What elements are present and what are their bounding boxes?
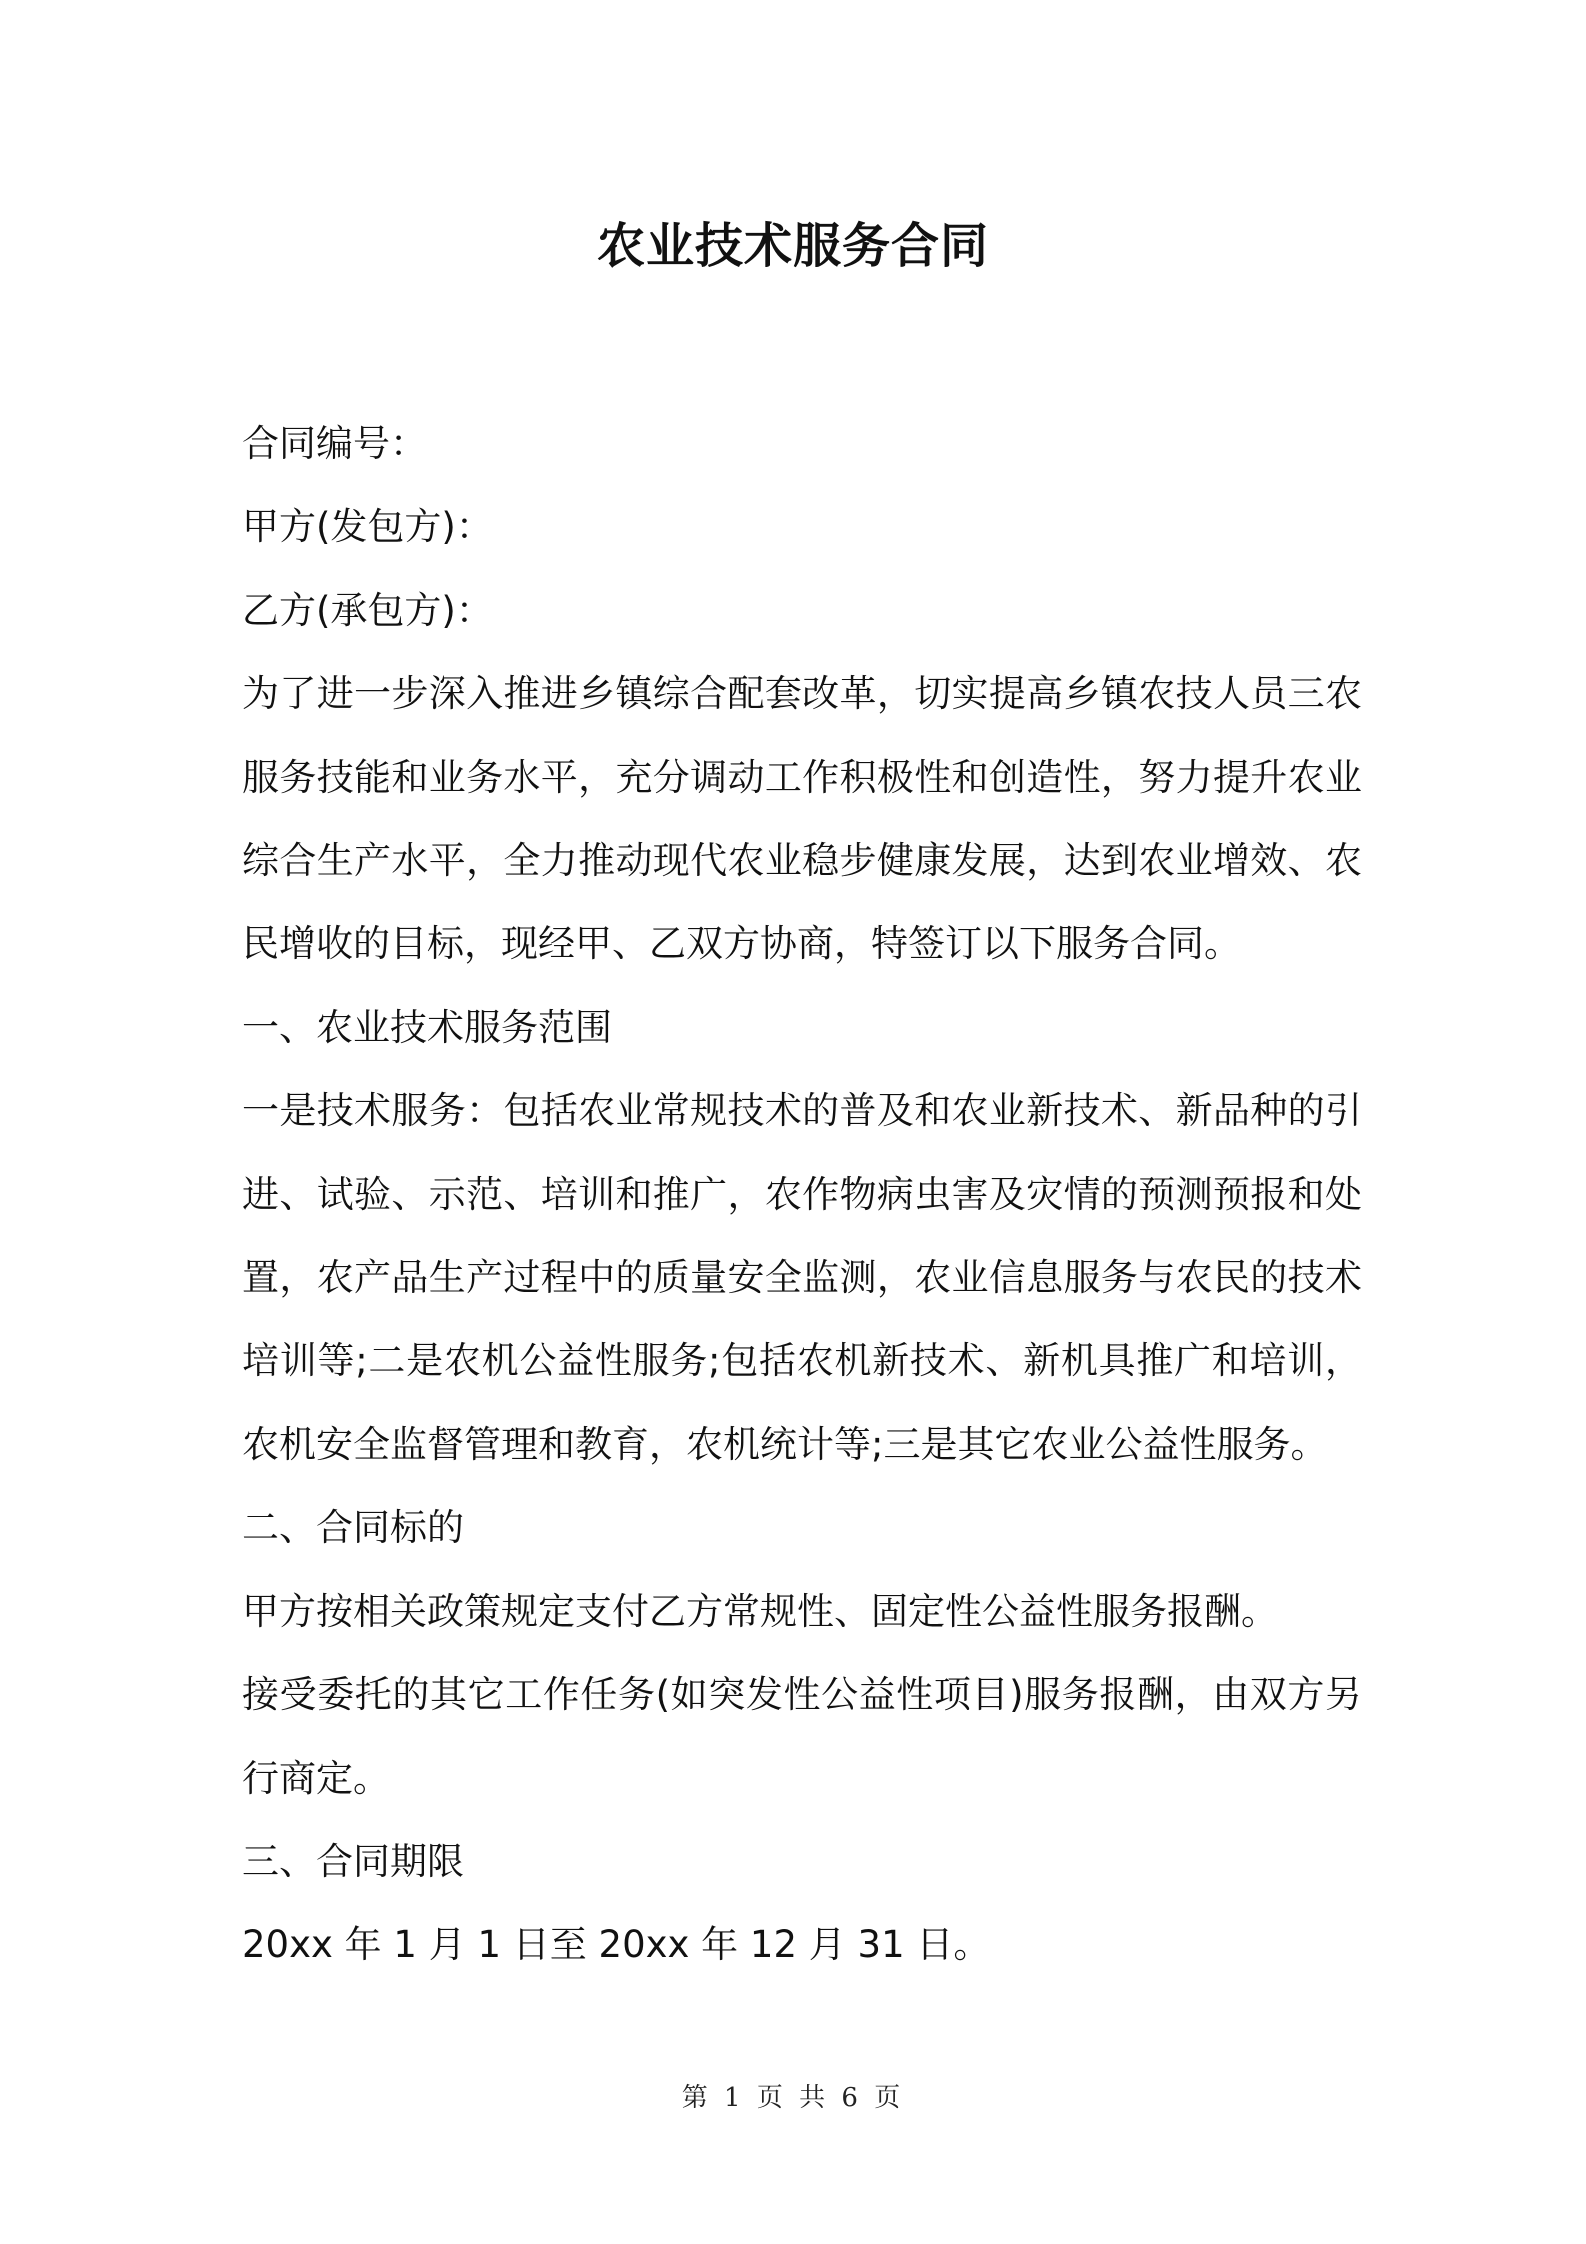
service-scope-paragraph: 一是技术服务：包括农业常规技术的普及和农业新技术、新品种的引进、试验、示范、培训和推广，农作物病虫害及灾情的预测预报和处置，农产品生产过程中的质量安全监测，农业信息服务与农民的技术培训等;二是农机公益性服务;包括农机新技术、新机具推广和培训，农机安全监督管理和教育，农机统计等;三是其它农业公益性服务。	[242, 1089, 1362, 1466]
party-a-line: 甲方(发包方)：	[242, 505, 493, 549]
party-b-line: 乙方(承包方)：	[242, 588, 493, 632]
section-heading-1: 一、农业技术服务范围	[242, 1005, 612, 1049]
section-heading-2: 二、合同标的	[242, 1506, 464, 1550]
page-number-footer: 第 1 页 共 6 页	[681, 2083, 905, 2113]
payment-paragraph: 甲方按相关政策规定支付乙方常规性、固定性公益性服务报酬。	[242, 1589, 1278, 1633]
document-title: 农业技术服务合同	[596, 218, 989, 274]
other-tasks-paragraph: 接受委托的其它工作任务(如突发性公益性项目)服务报酬，由双方另行商定。	[242, 1673, 1362, 1800]
preamble-paragraph: 为了进一步深入推进乡镇综合配套改革，切实提高乡镇农技人员三农服务技能和业务水平，充分调动工作积极性和创造性，努力提升农业综合生产水平，全力推动现代农业稳步健康发展，达到农业增效、农民增收的目标，现经甲、乙双方协商，特签订以下服务合同。	[242, 672, 1362, 966]
contract-number-line: 合同编号：	[242, 422, 427, 465]
document-body	[242, 402, 1362, 1987]
section-heading-3: 三、合同期限	[242, 1839, 464, 1883]
contract-period-paragraph: 20xx 年 1 月 1 日至 20xx 年 12 月 31 日。	[242, 1923, 991, 1967]
